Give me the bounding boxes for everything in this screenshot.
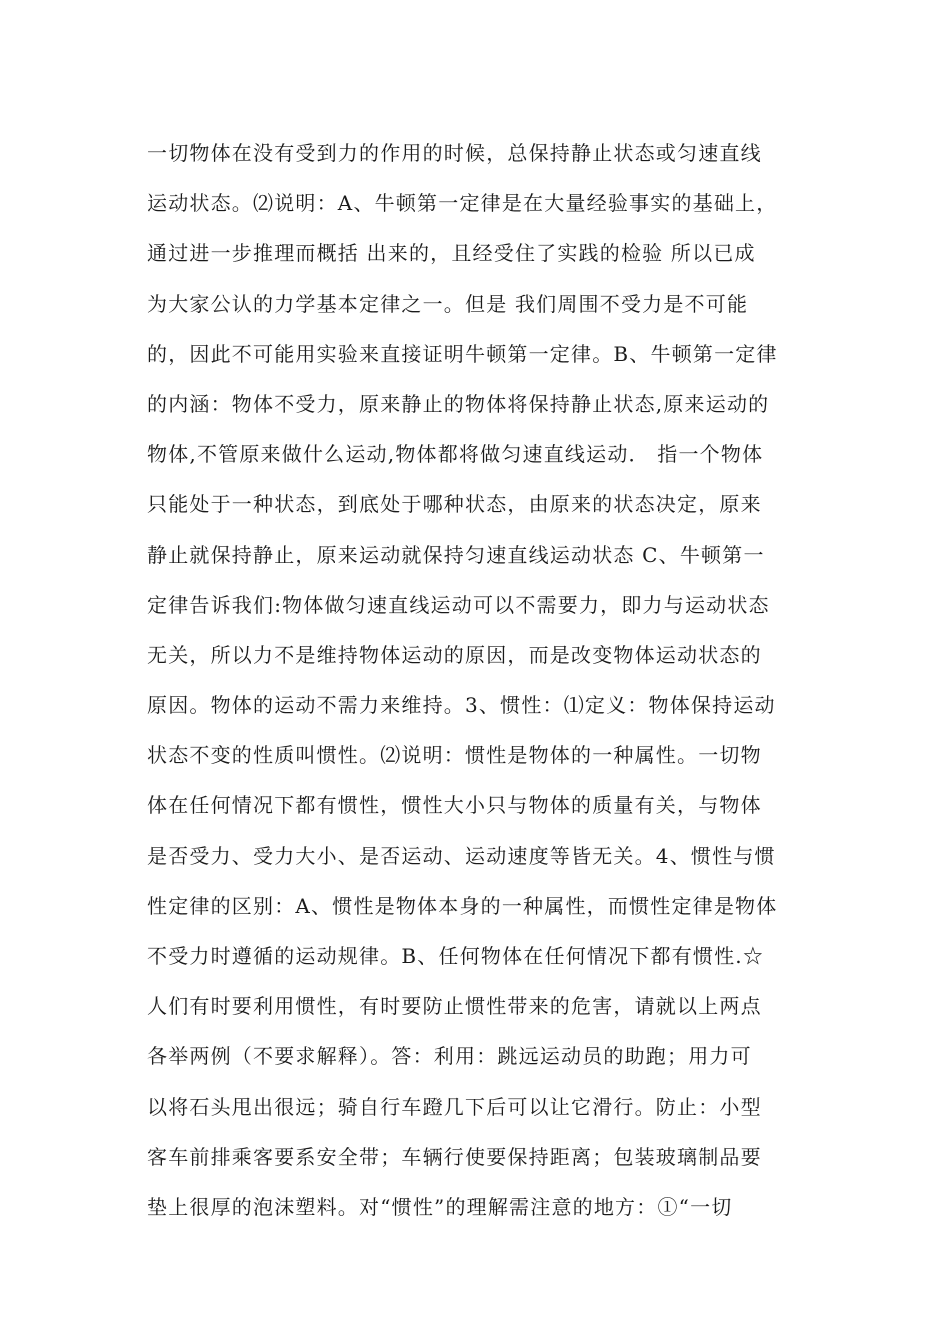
text-line: 垫上很厚的泡沫塑料。对“惯性”的理解需注意的地方：①“一切	[147, 1194, 733, 1219]
text-line: 以将石头甩出很远；骑自行车蹬几下后可以让它滑行。防止：小型	[147, 1094, 762, 1119]
text-line: 的，因此不可能用实验来直接证明牛顿第一定律。B、牛顿第一定律	[147, 341, 778, 366]
text-line: 的内涵：物体不受力，原来静止的物体将保持静止状态,原来运动的	[147, 391, 770, 416]
text-line: 运动状态。⑵说明：A、牛顿第一定律是在大量经验事实的基础上，	[147, 191, 778, 216]
text-line: 通过进一步推理而概括 出来的，且经受住了实践的检验 所以已成	[147, 241, 756, 266]
text-line: 为大家公认的力学基本定律之一。但是 我们周围不受力是不可能	[147, 291, 749, 316]
text-line: 人们有时要利用惯性，有时要防止惯性带来的危害，请就以上两点	[147, 994, 762, 1019]
text-line: 静止就保持静止，原来运动就保持匀速直线运动状态 C、牛顿第一	[147, 542, 765, 567]
text-line: 不受力时遵循的运动规律。B、任何物体在任何情况下都有惯性.☆	[147, 944, 765, 968]
text-line: 一切物体在没有受到力的作用的时候，总保持静止状态或匀速直线	[147, 141, 762, 165]
text-line: 是否受力、受力大小、是否运动、运动速度等皆无关。4、惯性与惯	[147, 843, 776, 868]
text-line: 体在任何情况下都有惯性，惯性大小只与物体的质量有关，与物体	[147, 793, 762, 818]
text-line: 状态不变的性质叫惯性。⑵说明：惯性是物体的一种属性。一切物	[147, 743, 762, 768]
text-line: 只能处于一种状态，到底处于哪种状态，由原来的状态决定，原来	[147, 492, 762, 517]
body-text	[147, 133, 807, 1237]
text-line: 各举两例（不要求解释）。答：利用：跳远运动员的助跑；用力可	[147, 1044, 752, 1069]
text-line: 原因。物体的运动不需力来维持。3、惯性：⑴定义：物体保持运动	[147, 693, 776, 718]
text-line: 客车前排乘客要系安全带；车辆行使要保持距离；包装玻璃制品要	[147, 1144, 762, 1169]
text-line: 定律告诉我们:物体做匀速直线运动可以不需要力，即力与运动状态	[147, 592, 770, 617]
text-line: 物体,不管原来做什么运动,物体都将做匀速直线运动． 指一个物体	[147, 442, 764, 467]
text-line: 性定律的区别：A、惯性是物体本身的一种属性，而惯性定律是物体	[147, 893, 778, 918]
text-line: 无关，所以力不是维持物体运动的原因，而是改变物体运动状态的	[147, 642, 762, 667]
